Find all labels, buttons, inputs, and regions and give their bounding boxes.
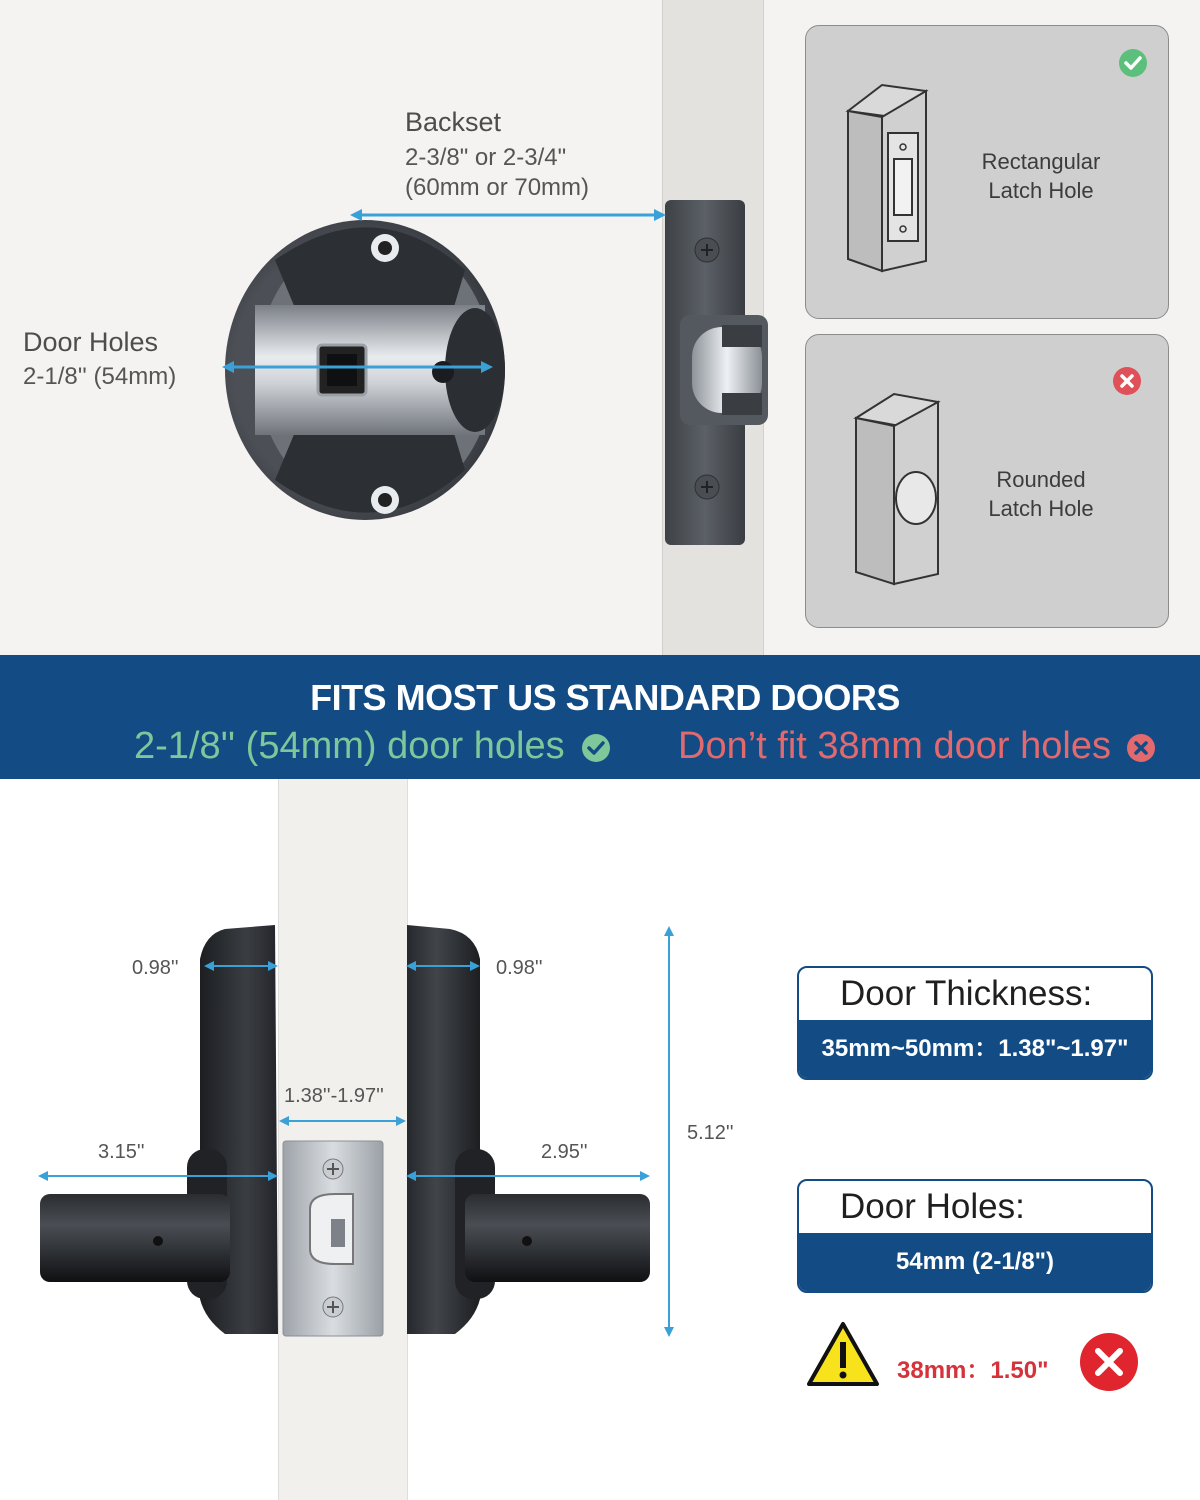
right-length-label: 2.95'' bbox=[541, 1141, 588, 1163]
x-circle-icon bbox=[1126, 733, 1156, 763]
warning-triangle-icon bbox=[805, 1320, 881, 1388]
rounded-latch-label bbox=[956, 465, 1126, 523]
card-label-line: Latch Hole bbox=[988, 178, 1094, 203]
door-thickness-value: 35mm~50mm：1.38"~1.97" bbox=[799, 1020, 1151, 1078]
backset-size-mm: (60mm or 70mm) bbox=[405, 174, 590, 201]
left-depth-label: 0.98'' bbox=[132, 957, 179, 979]
dimension-arrows bbox=[0, 779, 700, 1379]
fit-banner bbox=[0, 655, 1200, 779]
door-thickness-spec bbox=[797, 966, 1153, 1080]
latch-faceplate bbox=[660, 195, 770, 555]
door-holes-size: 2-1/8'' (54mm) bbox=[23, 363, 177, 390]
fit-text-group bbox=[134, 725, 611, 768]
card-label-line: Rounded bbox=[996, 467, 1086, 492]
height-label: 5.12'' bbox=[687, 1122, 734, 1144]
nofit-text-group bbox=[678, 725, 1156, 768]
rounded-latch-card bbox=[805, 334, 1169, 628]
door-holes-spec-value: 54mm (2-1/8") bbox=[799, 1233, 1151, 1291]
card-label-line: Latch Hole bbox=[988, 496, 1094, 521]
left-length-label: 3.15'' bbox=[98, 1141, 145, 1163]
rounded-latch-illustration bbox=[850, 390, 945, 590]
door-thickness-title: Door Thickness: bbox=[840, 974, 1093, 1013]
card-label-line: Rectangular bbox=[981, 149, 1101, 174]
check-circle-icon bbox=[1118, 48, 1148, 78]
nofit-text: Don’t fit 38mm door holes bbox=[678, 725, 1111, 767]
door-holes-spec-title: Door Holes: bbox=[840, 1187, 1025, 1226]
fit-text: 2-1/8'' (54mm) door holes bbox=[134, 725, 565, 767]
door-holes-spec bbox=[797, 1179, 1153, 1293]
rectangular-latch-card bbox=[805, 25, 1169, 319]
x-circle-icon bbox=[1112, 366, 1142, 396]
door-holes-title: Door Holes bbox=[23, 327, 159, 357]
check-circle-icon bbox=[581, 733, 611, 763]
top-illustration bbox=[0, 0, 1200, 655]
banner-title: FITS MOST US STANDARD DOORS bbox=[310, 677, 900, 718]
rectangular-latch-illustration bbox=[842, 81, 932, 276]
right-depth-label: 0.98'' bbox=[496, 957, 543, 979]
bottom-illustration bbox=[0, 779, 1200, 1500]
backset-arrow bbox=[348, 205, 668, 225]
door-holes-arrow bbox=[220, 357, 495, 377]
backset-size-inches: 2-3/8" or 2-3/4" bbox=[405, 144, 567, 171]
x-circle-icon bbox=[1078, 1331, 1140, 1393]
backset-title: Backset bbox=[405, 107, 502, 137]
door-thickness-range-label: 1.38''-1.97'' bbox=[284, 1085, 384, 1107]
rectangular-latch-label bbox=[956, 147, 1126, 205]
unsupported-hole-size: 38mm：1.50" bbox=[897, 1357, 1049, 1384]
